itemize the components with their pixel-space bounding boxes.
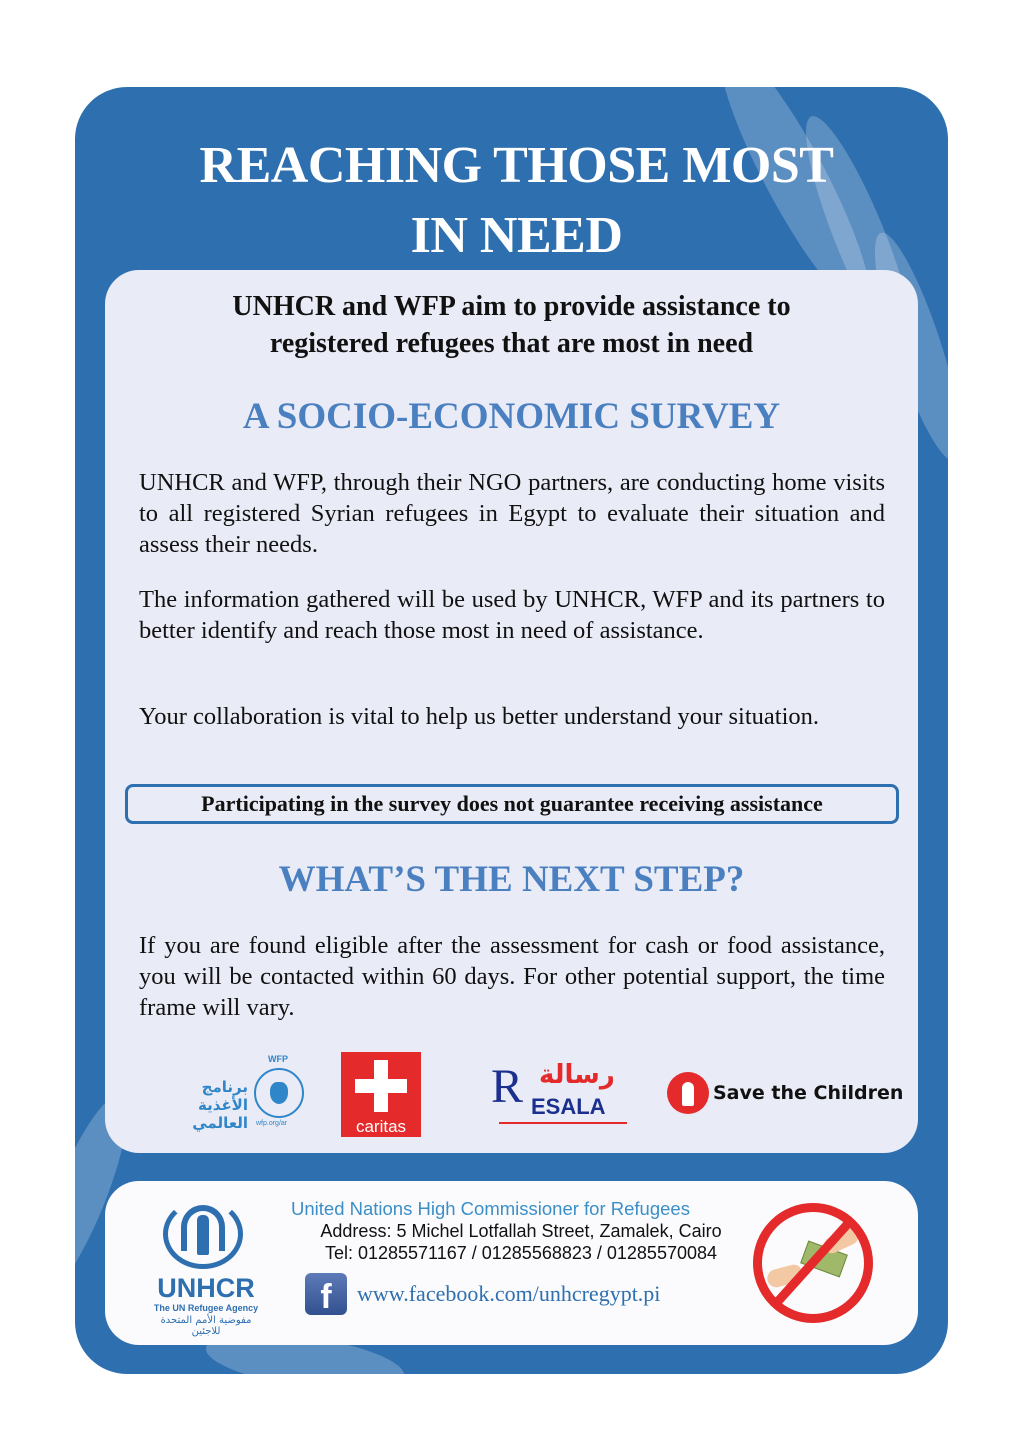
wfp-arabic-name: برنامج الأغذية العالمي	[192, 1078, 248, 1132]
person-icon	[197, 1215, 209, 1255]
no-bribery-icon	[753, 1203, 873, 1323]
save-the-children-emblem-icon	[667, 1072, 709, 1114]
lead-line-1: UNHCR and WFP aim to provide assistance to	[232, 291, 791, 322]
caritas-label: caritas	[355, 1117, 407, 1136]
wfp-label: WFP	[268, 1054, 288, 1064]
paragraph-home-visits: UNHCR and WFP, through their NGO partners, are conducting home visits to all registered Syrian refugees in Egypt to evaluate their situation and assess their needs.	[139, 469, 885, 558]
survey-heading: A SOCIO-ECONOMIC SURVEY	[242, 396, 781, 437]
telephone-numbers: Tel: 01285571167 / 01285568823 / 01285570084	[324, 1243, 718, 1263]
poster	[75, 87, 948, 1374]
lead-line-2: registered refugees that are most in need	[269, 328, 754, 359]
contact-footer	[105, 1181, 918, 1345]
caritas-cross-icon	[355, 1079, 407, 1093]
wfp-logo	[160, 1054, 310, 1132]
address: Address: 5 Michel Lotfallah Street, Zamalek, Cairo	[320, 1221, 722, 1241]
wfp-emblem-icon	[254, 1068, 304, 1118]
unhcr-arabic-name: مفوضية الأمم المتحدة للاجئين	[160, 1315, 252, 1337]
paragraph-information-use: The information gathered will be used by UNHCR, WFP and its partners to better identify and reach those most in need of assistance.	[139, 586, 885, 644]
caritas-logo	[341, 1052, 421, 1137]
contact-info	[291, 1197, 751, 1264]
resala-initial: R	[491, 1060, 524, 1113]
resala-arabic-name: رسالة	[539, 1060, 615, 1090]
poster-title	[75, 131, 948, 271]
organization-name: United Nations High Commissioner for Refugees	[291, 1198, 690, 1219]
lead-statement	[105, 288, 918, 362]
partner-logos	[105, 1052, 918, 1142]
resala-logo	[491, 1060, 631, 1130]
paragraph-next-step: If you are found eligible after the assessment for cash or food assistance, you will be contacted within 60 days. For other potential support, the time frame will vary.	[139, 932, 885, 1021]
unhcr-emblem-icon	[163, 1199, 243, 1271]
save-the-children-label: Save the Children	[713, 1082, 904, 1104]
main-content-card	[105, 270, 918, 1153]
facebook-icon[interactable]: f	[305, 1273, 347, 1315]
resala-underline	[499, 1122, 627, 1124]
wfp-url: wfp.org/ar	[256, 1120, 288, 1127]
unhcr-wordmark: UNHCR	[157, 1273, 255, 1303]
resala-label: ESALA	[531, 1094, 606, 1119]
unhcr-logo	[145, 1199, 275, 1337]
paragraph-collaboration: Your collaboration is vital to help us better understand your situation.	[139, 703, 820, 730]
title-line-1: REACHING THOSE MOST	[199, 137, 834, 194]
disclaimer-notice: Participating in the survey does not guarantee receiving assistance	[125, 784, 899, 824]
next-step-heading: WHAT’S THE NEXT STEP?	[278, 859, 745, 900]
facebook-link[interactable]: www.facebook.com/unhcregypt.pi	[357, 1281, 661, 1306]
title-line-2: IN NEED	[410, 207, 623, 264]
unhcr-subtitle: The UN Refugee Agency	[153, 1303, 259, 1313]
